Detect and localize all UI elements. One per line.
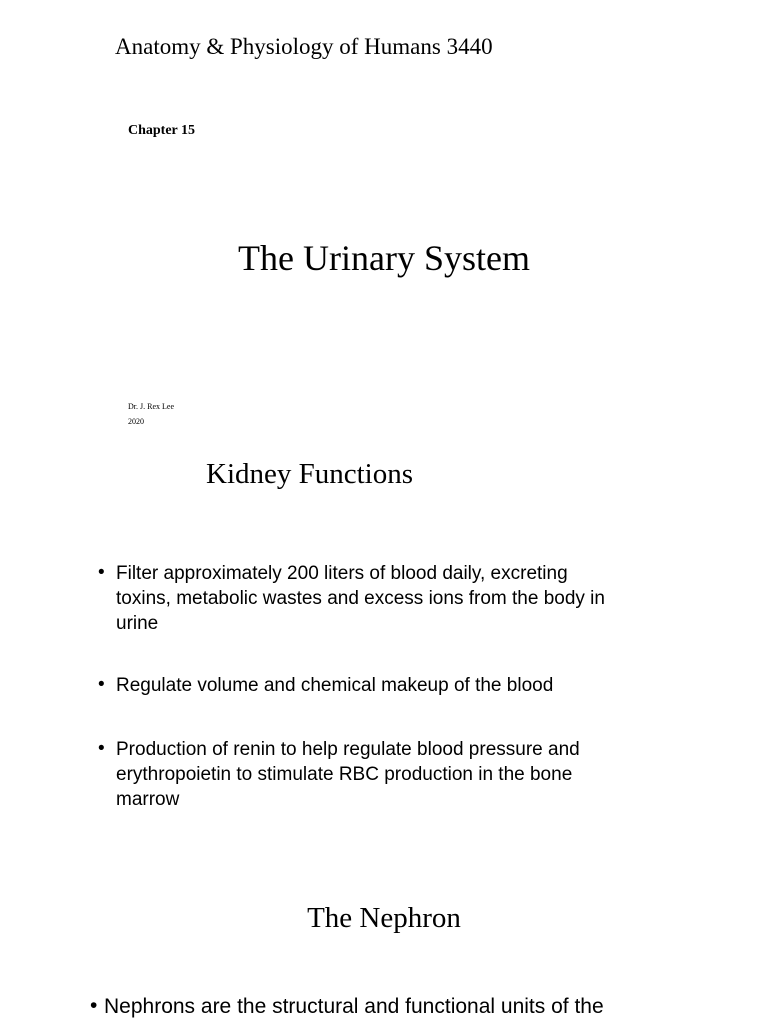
bullet-line: Regulate volume and chemical makeup of the blood	[116, 675, 554, 696]
bullet-text: Nephrons are the structural and functional units of the	[104, 995, 604, 1018]
bullet-item-renin	[98, 737, 658, 812]
bullet-icon: •	[98, 738, 105, 759]
slide-title-nephron: The Nephron	[307, 902, 461, 934]
nephron-bullet	[90, 995, 604, 1019]
bullet-line: marrow	[116, 789, 180, 810]
slide-title-kidney-functions: Kidney Functions	[206, 458, 414, 490]
bullet-line: toxins, metabolic wastes and excess ions from the body in	[116, 588, 605, 609]
author-name: Dr. J. Rex Lee	[128, 402, 174, 411]
author-year: 2020	[128, 417, 144, 426]
bullet-icon: •	[98, 562, 105, 583]
bullet-item-filter	[98, 561, 658, 636]
course-title: Anatomy & Physiology of Humans 3440	[115, 34, 493, 59]
bullet-icon: •	[98, 674, 105, 695]
bullet-item-regulate	[98, 673, 658, 698]
bullet-line: erythropoietin to stimulate RBC production in the bone	[116, 764, 573, 785]
bullet-line: Production of renin to help regulate blood pressure and	[116, 739, 580, 760]
bullet-icon: •	[90, 994, 98, 1017]
bullet-line: Filter approximately 200 liters of blood daily, excreting	[116, 563, 568, 584]
slide-title-urinary-system: The Urinary System	[238, 238, 530, 278]
bullet-line: urine	[116, 613, 159, 634]
chapter-label: Chapter 15	[128, 123, 196, 138]
